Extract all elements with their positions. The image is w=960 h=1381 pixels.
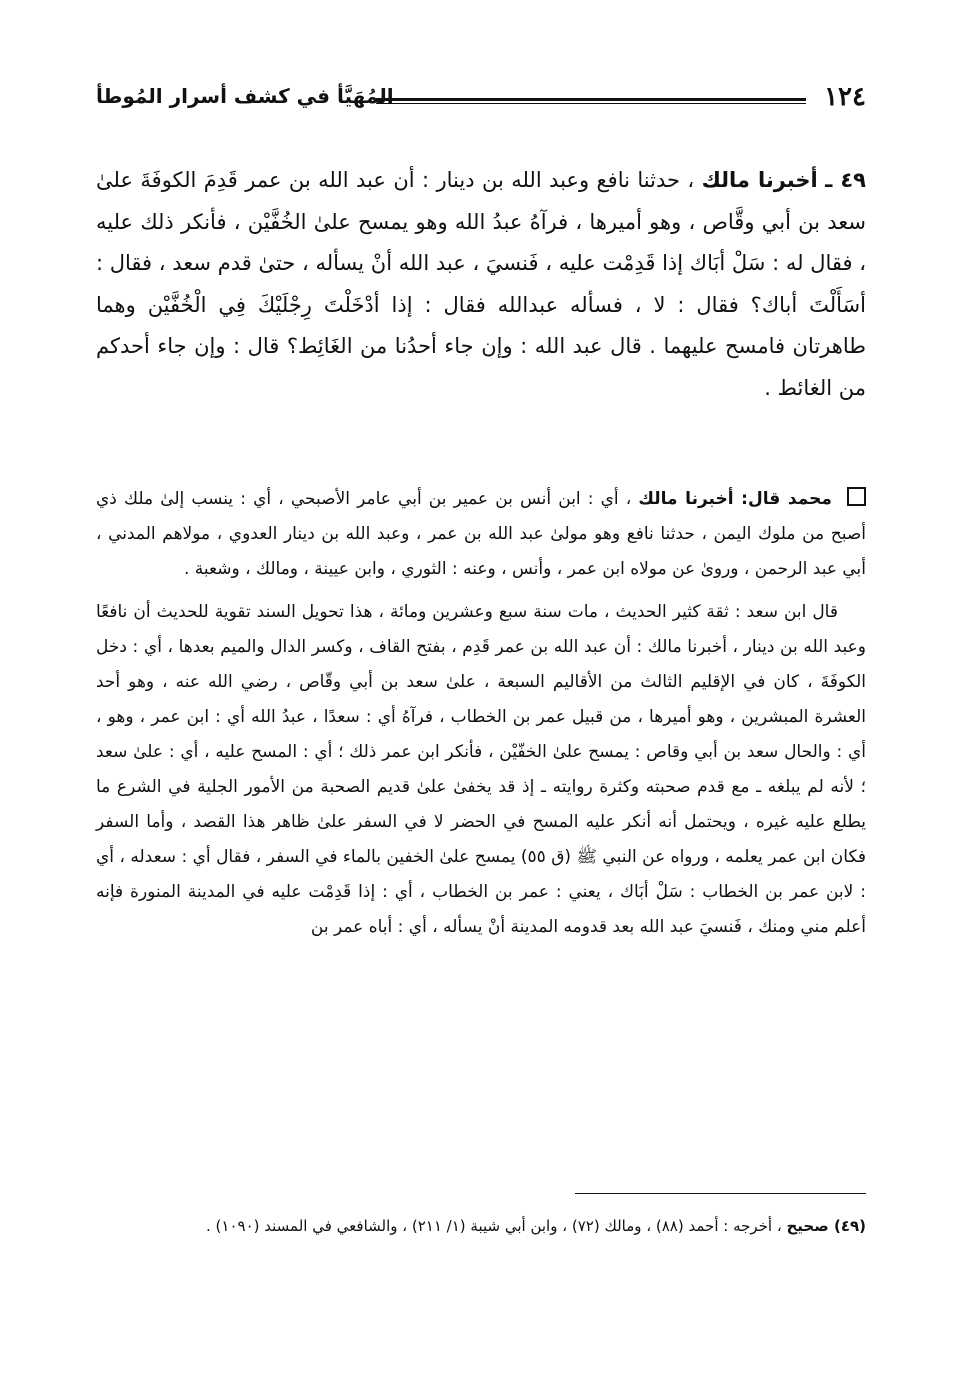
commentary [96, 482, 866, 953]
commentary-paragraph-2 [96, 595, 866, 945]
hadith-text [96, 160, 866, 409]
footnote-body: ، أخرجه : أحمد (٨٨) ، ومالك (٧٢) ، وابن أبي شيبة (١/ ٢١١) ، والشافعي في المسند (١٠٩٠) . [206, 1217, 782, 1235]
square-marker-icon [847, 487, 866, 506]
page-header [96, 80, 866, 120]
footnote-lead: (٤٩) صحيح [786, 1217, 866, 1235]
running-title: المُهَيَّأ في كشف أسرار المُوطأ [96, 84, 394, 108]
commentary-p2-body: قال ابن سعد : ثقة كثير الحديث ، مات سنة سبع وعشرين ومائة ، هذا تحويل السند تقوية للحديث أن نافعًا وعبد الله بن دينار ، أخبرنا مالك : أن عبد الله بن عمر قَدِم ، بفتح القاف ، وكسر الدال والميم بعدها ، أي : دخل الكوفَةَ ، كان في الإقليم الثالث من الأقاليم السبعة ، علىٰ سعد بن أبي وقّاص ، رضي الله عنه ، وهو أحد العشرة المبشرين ، وهو أميرها ، من قبيل عمر بن الخطاب ، فرآهُ أي : سعدًا ، عبدُ الله أي : ابن عمر ، وهو ، أي : والحال سعد بن أبي وقاص : يمسح علىٰ الخفّيْن ، فأنكر ابن عمر ذلك ؛ أي : المسح عليه ، أي : علىٰ سعد ؛ لأنه لم يبلغه ـ مع قدم صحبته وكثرة روايته ـ إذ قد يخفىٰ علىٰ قديم الصحبة من الأمور الجلية في الشرع ما يطلع عليه غيره ، ويحتمل أنه أنكر عليه المسح في الحضر لا في السفر علىٰ ظاهر هذا القصد ، وأما السفر فكان ابن عمر يعلمه ، ورواه عن النبي ﷺ (ق ٥٥) يمسح علىٰ الخفين بالماء في السفر ، فقال أي : سعدله ، أي : لابن عمر بن الخطاب : سَلْ أبَاك ، يعني : عمر بن الخطاب ، أي : إذا قَدِمْت عليه في المدينة المنورة فإنه أعلم مني ومنك ، فَنسيَ عبد الله بعد قدومه المدينة أنْ يسأله ، أي : أباه عمر بن [96, 602, 866, 937]
header-rule [376, 98, 806, 104]
commentary-p1-body: ، أي : ابن أنس بن عمير بن أبي عامر الأصبحي ، أي : ينسب إلىٰ ملك ذي أصبح من ملوك اليمن ، حدثنا نافع وهو مولىٰ عبد الله بن عمر ، وعبد الله بن دينار العدوي ، مولاهم المدني ، أبي عبد الرحمن ، وروىٰ عن مولاه ابن عمر ، وأنس ، وعنه : الثوري ، وابن عيينة ، ومالك ، وشعبة . [96, 489, 866, 579]
hadith-lead: أخبرنا مالك [701, 168, 818, 192]
commentary-lead: محمد قال: أخبرنا مالك [638, 489, 832, 509]
hadith-body: ، حدثنا نافع وعبد الله بن دينار : أن عبد الله بن عمر قَدِمَ الكوفَةَ علىٰ سعد بن أبي وقَّاص ، وهو أميرها ، فرآهُ عبدُ الله وهو يمسح علىٰ الخُفَّيْن ، فأنكر ذلك عليه ، فقال له : سَلْ أبَاك إذا قَدِمْت عليه ، فَنسيَ ، عبد الله أنْ يسأله ، حتىٰ قدم سعد ، فقال : أسَأَلْتَ أباك؟ فقال : لا ، فسأله عبدالله فقال : إذا أدْخَلْتَ رِجْلَيْكَ فِي الْخُفَّيْن وهما طاهرتان فامسح عليهما . قال عبد الله : وإن جاء أحدُنا من الغَائِط؟ قال : وإن جاء أحدكم من الغائط . [96, 168, 866, 400]
hadith-number: ٤٩ ـ [825, 168, 866, 192]
footnote [96, 1210, 866, 1243]
footnote-rule [575, 1193, 866, 1194]
commentary-paragraph-1 [96, 482, 866, 587]
page-number: ١٢٤ [824, 82, 866, 112]
